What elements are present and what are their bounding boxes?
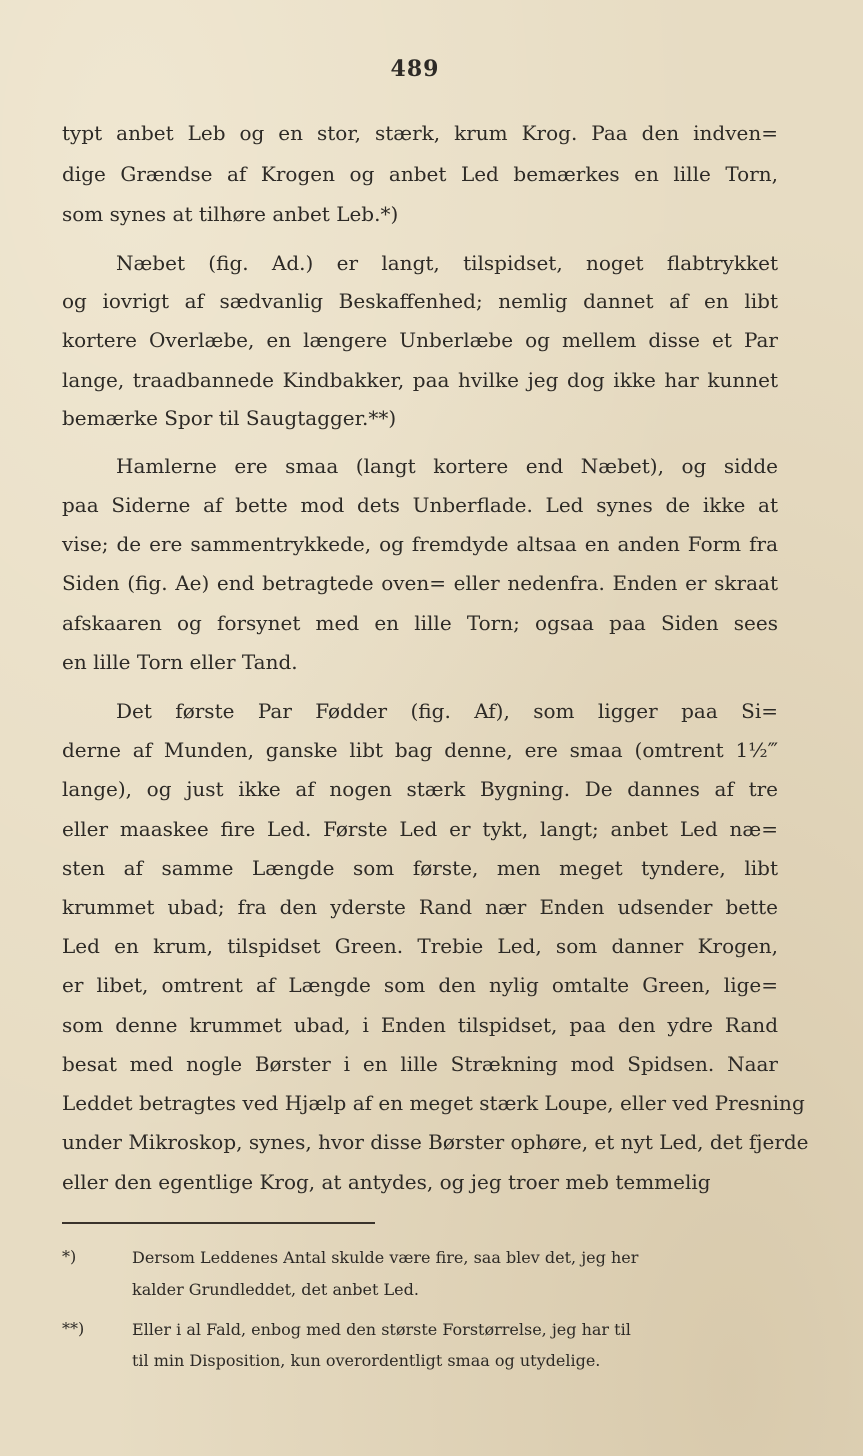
text-line: lange, traadbannede Kindbakker, paa hvilke jeg dog ikke har kunnet bbox=[62, 368, 778, 392]
paragraph-start-line: Næbet (fig. Ad.) er langt, tilspidset, noget flabtrykket bbox=[116, 251, 778, 275]
text-line: lange), og just ikke af nogen stærk Bygning. De dannes af tre bbox=[62, 777, 778, 801]
text-line: under Mikroskop, synes, hvor disse Børster ophøre, et nyt Led, det fjerde bbox=[62, 1130, 809, 1154]
footnote-line: til min Disposition, kun overordentligt smaa og utydelige. bbox=[132, 1351, 601, 1370]
text-line: Led en krum, tilspidset Green. Trebie Led, som danner Krogen, bbox=[62, 934, 778, 958]
footnote-line: Dersom Leddenes Antal skulde være fire, saa blev det, jeg her bbox=[132, 1248, 639, 1267]
footnote-marker: *) bbox=[62, 1247, 77, 1266]
text-line: som denne krummet ubad, i Enden tilspidset, paa den ydre Rand bbox=[62, 1013, 778, 1037]
text-line: som synes at tilhøre anbet Leb.*) bbox=[62, 202, 399, 226]
footnote-divider bbox=[62, 1222, 375, 1224]
footnote-marker: **) bbox=[62, 1319, 85, 1338]
text-line: sten af samme Længde som første, men meget tyndere, libt bbox=[62, 856, 778, 880]
text-line: paa Siderne af bette mod dets Unberflade. Led synes de ikke at bbox=[62, 493, 778, 517]
paragraph-start-line: Det første Par Fødder (fig. Af), som ligger paa Si= bbox=[116, 699, 778, 723]
text-line: og iovrigt af sædvanlig Beskaffenhed; nemlig dannet af en libt bbox=[62, 289, 778, 313]
text-line: typt anbet Leb og en stor, stærk, krum Krog. Paa den indven= bbox=[62, 121, 778, 145]
text-line: afskaaren og forsynet med en lille Torn; ogsaa paa Siden sees bbox=[62, 611, 778, 635]
page-number: 489 bbox=[390, 56, 440, 82]
text-line: dige Grændse af Krogen og anbet Led bemærkes en lille Torn, bbox=[62, 162, 778, 186]
text-line: krummet ubad; fra den yderste Rand nær Enden udsender bette bbox=[62, 895, 778, 919]
text-line: er libet, omtrent af Længde som den nylig omtalte Green, lige= bbox=[62, 973, 778, 997]
footnote-line: kalder Grundleddet, det anbet Led. bbox=[132, 1280, 419, 1299]
text-line: besat med nogle Børster i en lille Strækning mod Spidsen. Naar bbox=[62, 1052, 778, 1076]
text-line: Siden (fig. Ae) end betragtede oven= eller nedenfra. Enden er skraat bbox=[62, 571, 778, 595]
text-line: eller den egentlige Krog, at antydes, og jeg troer meb temmelig bbox=[62, 1170, 711, 1194]
text-line: bemærke Spor til Saugtagger.**) bbox=[62, 406, 397, 430]
text-line: kortere Overlæbe, en længere Unberlæbe og mellem disse et Par bbox=[62, 328, 778, 352]
text-line: vise; de ere sammentrykkede, og fremdyde altsaa en anden Form fra bbox=[62, 532, 778, 556]
footnote-line: Eller i al Fald, enbog med den største Forstørrelse, jeg har til bbox=[132, 1320, 631, 1339]
text-line: en lille Torn eller Tand. bbox=[62, 650, 298, 674]
paragraph-start-line: Hamlerne ere smaa (langt kortere end Næbet), og sidde bbox=[116, 454, 778, 478]
text-line: derne af Munden, ganske libt bag denne, ere smaa (omtrent 1½‴ bbox=[62, 738, 778, 762]
text-line: eller maaskee fire Led. Første Led er tykt, langt; anbet Led næ= bbox=[62, 817, 778, 841]
text-line: Leddet betragtes ved Hjælp af en meget stærk Loupe, eller ved Presning bbox=[62, 1091, 805, 1115]
